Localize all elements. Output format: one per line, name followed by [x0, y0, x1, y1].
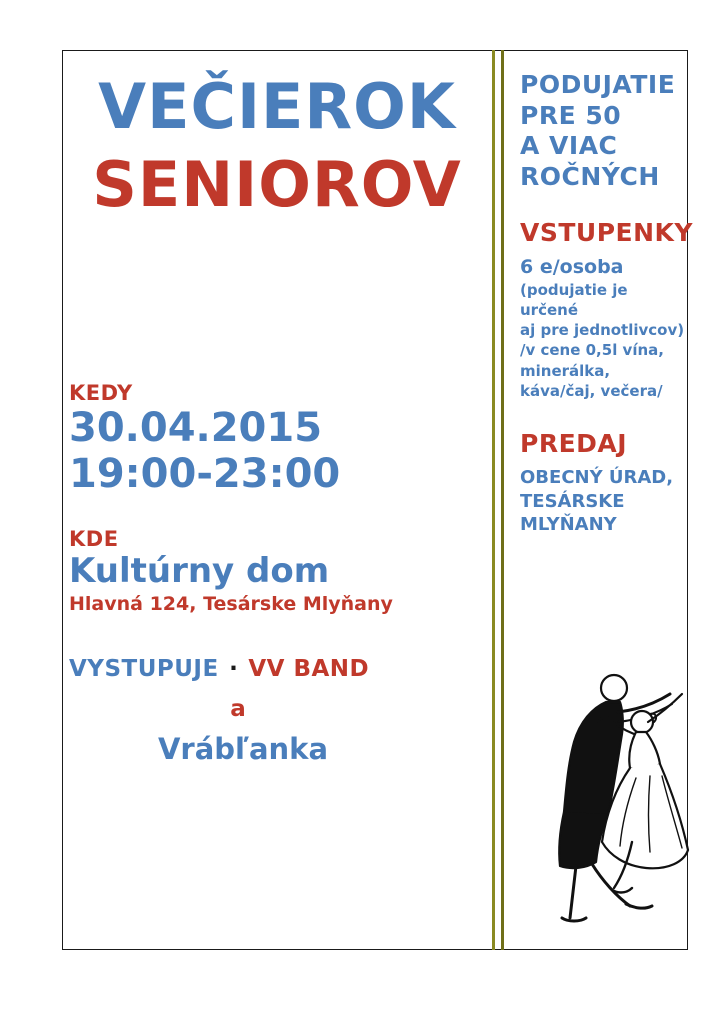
performers-separator: ·: [229, 656, 238, 683]
tickets-title: VSTUPENKY: [520, 218, 694, 247]
performers-label: VYSTUPUJE: [69, 656, 219, 683]
title-line-1: VEČIEROK: [98, 70, 456, 143]
performer-1: VV BAND: [248, 656, 370, 683]
tickets-note-line-5: káva/čaj, večera/: [520, 381, 663, 400]
divider-rule-right: [501, 50, 504, 950]
audience-line-3: A VIAC: [520, 131, 618, 160]
spacer: [520, 247, 685, 255]
spacer: [520, 458, 685, 466]
spacer: [63, 497, 491, 527]
tickets-note-line-1: (podujatie je určené: [520, 280, 628, 319]
sale-line-3: MLYŇANY: [520, 513, 617, 535]
tickets-note-line-4: minerálka,: [520, 361, 611, 380]
event-date: 30.04.2015: [69, 405, 323, 451]
sale-title: PREDAJ: [520, 429, 628, 459]
audience-line-4: ROČNÝCH: [520, 161, 660, 191]
tickets-note-line-2: aj pre jednotlivcov): [520, 321, 685, 340]
venue-address: Hlavná 124, Tesárske Mlyňany: [69, 592, 393, 615]
spacer: [520, 192, 685, 218]
performers-line: [63, 656, 491, 682]
event-details: [63, 381, 491, 766]
dancing-couple-icon: [510, 660, 690, 940]
audience-line-2: PRE 50: [520, 100, 622, 130]
sale-line-2: TESÁRSKE: [520, 490, 625, 512]
venue-name: Kultúrny dom: [69, 551, 330, 591]
tickets-note-line-3: /v cene 0,5l vína,: [520, 341, 664, 360]
divider-rule-left: [492, 50, 495, 950]
performer-2: Vrábľanka: [157, 732, 329, 767]
left-column: [63, 51, 491, 949]
when-label: KEDY: [69, 381, 133, 405]
title-line-2: SENIOROV: [92, 148, 462, 221]
poster-title: [63, 70, 491, 221]
audience-line-1: PODUJATIE: [520, 70, 676, 99]
event-time: 19:00-23:00: [69, 451, 341, 497]
spacer: [63, 616, 491, 656]
spacer: [520, 401, 685, 429]
tickets-price: 6 e/osoba: [520, 256, 624, 278]
right-column: [520, 70, 694, 536]
where-label: KDE: [69, 527, 119, 551]
performer-conjunction: a: [230, 696, 246, 723]
column-divider: [492, 50, 505, 950]
sale-line-1: OBECNÝ ÚRAD,: [520, 467, 674, 489]
